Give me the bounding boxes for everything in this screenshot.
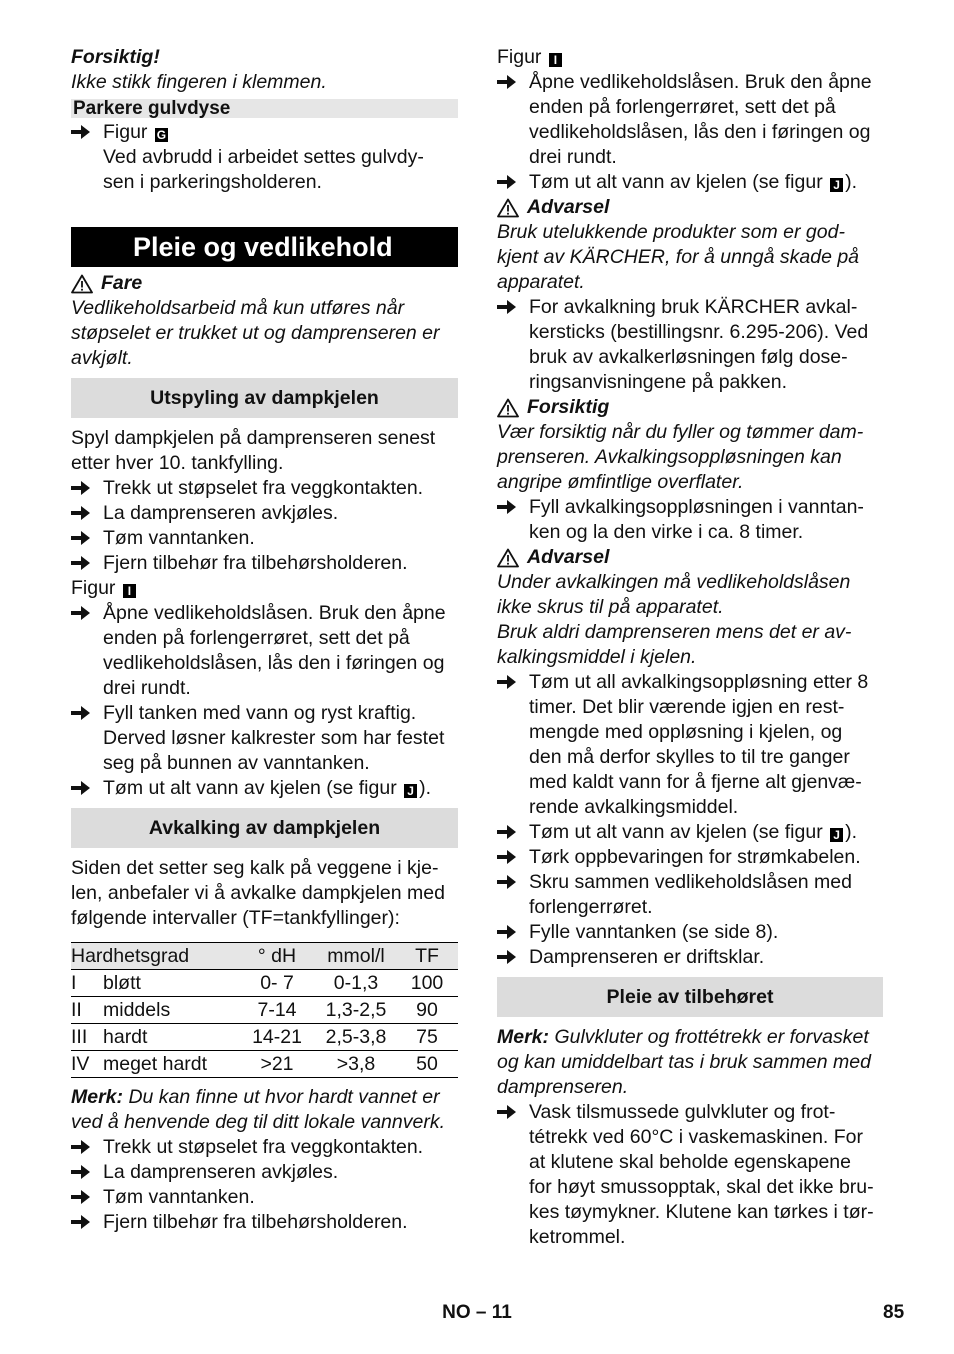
figure-i-icon: I xyxy=(123,584,136,598)
section-heading-descale: Avkalking av dampkjelen xyxy=(71,808,458,848)
caution-text: Ikke stikk fingeren i klemmen. xyxy=(71,71,327,93)
arrow-icon xyxy=(497,73,517,91)
table-row: IV meget hardt >21 >3,8 50 xyxy=(71,1051,458,1078)
list-item: Trekk ut støpselet fra veggkontakten. xyxy=(71,1135,458,1160)
arrow-icon xyxy=(71,1188,91,1206)
table-row: II middels 7-14 1,3-2,5 90 xyxy=(71,997,458,1024)
table-row: III hardt 14-21 2,5-3,8 75 xyxy=(71,1024,458,1051)
list-item: Tøm ut alt vann av kjelen (se figur J ). xyxy=(71,776,458,801)
table-header-row xyxy=(71,943,458,970)
list-item: Skru sammen vedlikeholdslåsen med forlengerrøret. xyxy=(497,870,883,920)
right-column xyxy=(497,45,883,1250)
list-item: Vask tilsmussede gulvkluter og frot- tétrekk ved 60°C i vaskemaskinen. For at klutene skal beholde egenskapene for høyt smussopptak, skal det ikke bru- kes tøymykner. Klutene kan tørkes i tør- ketrommel. xyxy=(497,1100,883,1250)
table-row: I bløtt 0- 7 0-1,3 100 xyxy=(71,970,458,997)
list-item: Tøm ut alt vann av kjelen (se figur J ). xyxy=(497,170,883,195)
footer-section-label: NO – 11 xyxy=(442,1302,512,1323)
list-item: Tøm vanntanken. xyxy=(71,1185,458,1210)
list-item: Fylle vanntanken (se side 8). xyxy=(497,920,883,945)
warning-text: Bruk utelukkende produkter som er god- kjent av KÄRCHER, for å unngå skade på apparatet. xyxy=(497,221,860,293)
danger-heading: Fare xyxy=(71,271,458,296)
main-heading: Pleie og vedlikehold xyxy=(71,227,458,267)
arrow-icon xyxy=(497,948,517,966)
list-item: Tørk oppbevaringen for strømkabelen. xyxy=(497,845,883,870)
caution-title: Forsiktig! xyxy=(71,46,160,68)
list-item: Tøm ut all avkalkingsoppløsning etter 8 timer. Det blir værende igjen en rest- mengde med oppløsning i kjelen, og den må derfor skylles to til tre ganger med kaldt vann for å fjerne alt gjenvæ- rende avkalkingsmiddel. xyxy=(497,670,883,820)
arrow-icon xyxy=(497,298,517,316)
arrow-icon xyxy=(71,604,91,622)
arrow-icon xyxy=(71,529,91,547)
flush-steps xyxy=(71,476,458,576)
figure-j-icon: J xyxy=(830,178,843,192)
arrow-icon xyxy=(71,704,91,722)
page-number: 85 xyxy=(883,1302,905,1323)
list-item: La damprenseren avkjøles. xyxy=(71,501,458,526)
column-header: ° dH xyxy=(257,945,297,967)
sub-heading-park-nozzle: Parkere gulvdyse xyxy=(71,99,458,118)
arrow-icon xyxy=(71,1138,91,1156)
list-item: Fjern tilbehør fra tilbehørsholderen. xyxy=(71,1210,458,1235)
descale-steps xyxy=(71,1135,458,1235)
list-item: Trekk ut støpselet fra veggkontakten. xyxy=(71,476,458,501)
caution-text: Vær forsiktig når du fyller og tømmer dam- prenseren. Avkalkingsoppløsningen kan angripe ømfintlige overflater. xyxy=(497,421,864,493)
arrow-icon xyxy=(71,779,91,797)
list-item: Fjern tilbehør fra tilbehørsholderen. xyxy=(71,551,458,576)
list-item: Tøm vanntanken. xyxy=(71,526,458,551)
section-heading-accessories: Pleie av tilbehøret xyxy=(497,977,883,1017)
arrow-icon xyxy=(71,554,91,572)
note-accessories: Merk: Gulvkluter og frottétrekk er forvasket og kan umiddelbart tas i bruk sammen med damprenseren. xyxy=(497,1026,871,1098)
arrow-icon xyxy=(497,173,517,191)
arrow-icon xyxy=(497,823,517,841)
left-column xyxy=(71,45,458,1235)
caution-heading: Forsiktig xyxy=(497,395,883,420)
warning-heading: Advarsel xyxy=(497,195,883,220)
column-header: TF xyxy=(415,945,439,967)
column-header: mmol/l xyxy=(327,945,385,967)
arrow-icon xyxy=(71,1163,91,1181)
flush-steps-continued xyxy=(71,601,458,801)
arrow-icon xyxy=(497,848,517,866)
warning-text: Under avkalkingen må vedlikeholdslåsen ikke skrus til på apparatet. Bruk aldri damprenseren mens det er av- kalkingsmiddel i kjelen. xyxy=(497,571,852,668)
list-item: Fyll tanken med vann og ryst kraftig. Derved løsner kalkrester som har festet seg på bunnen av vanntanken. xyxy=(71,701,458,776)
arrow-icon xyxy=(497,498,517,516)
list-item: Figur G Ved avbrudd i arbeidet settes gulvdy- sen i parkeringsholderen. xyxy=(71,120,458,195)
section-heading-flush: Utspyling av dampkjelen xyxy=(71,378,458,418)
figure-i-icon: I xyxy=(549,53,562,67)
flush-intro: Spyl dampkjelen på damprenseren senest etter hver 10. tankfylling. xyxy=(71,427,436,474)
arrow-icon xyxy=(497,873,517,891)
list-item: Tøm ut alt vann av kjelen (se figur J ). xyxy=(497,820,883,845)
column-header: Hardhetsgrad xyxy=(71,945,190,967)
warning-triangle-icon xyxy=(497,198,519,218)
figure-g-icon: G xyxy=(156,128,167,142)
arrow-icon xyxy=(71,123,91,141)
warning-triangle-icon xyxy=(497,398,519,418)
hardness-table xyxy=(71,942,458,1078)
list-item: Damprenseren er driftsklar. xyxy=(497,945,883,970)
arrow-icon xyxy=(71,1213,91,1231)
figure-j-icon: J xyxy=(404,784,417,798)
descale-intro: Siden det setter seg kalk på veggene i kje- len, anbefaler vi å avkalke dampkjelen med følgende intervaller (TF=tankfyllinger): xyxy=(71,857,445,929)
figure-reference: Figur I xyxy=(497,45,883,70)
list-item: Åpne vedlikeholdslåsen. Bruk den åpne enden på forlengerrøret, sett det på vedlikeholdslåsen, lås den i føringen og drei rundt. xyxy=(71,601,458,701)
list-item: La damprenseren avkjøles. xyxy=(71,1160,458,1185)
list-item: Åpne vedlikeholdslåsen. Bruk den åpne enden på forlengerrøret, sett det på vedlikeholdslåsen, lås den i føringen og drei rundt. xyxy=(497,70,883,170)
list-item: Fyll avkalkingsoppløsningen i vanntan- ken og la den virke i ca. 8 timer. xyxy=(497,495,883,545)
arrow-icon xyxy=(497,923,517,941)
note-water-hardness: Merk: Du kan finne ut hvor hardt vannet er ved å henvende deg til ditt lokale vannverk. xyxy=(71,1086,445,1133)
danger-text: Vedlikeholdsarbeid må kun utføres når støpselet er trukket ut og damprenseren er avkjølt. xyxy=(71,297,440,369)
arrow-icon xyxy=(71,504,91,522)
park-steps xyxy=(71,120,458,195)
figure-j-icon: J xyxy=(830,828,843,842)
arrow-icon xyxy=(71,479,91,497)
warning-heading: Advarsel xyxy=(497,545,883,570)
warning-triangle-icon xyxy=(497,548,519,568)
list-item: For avkalkning bruk KÄRCHER avkal- kersticks (bestillingsnr. 6.295-206). Ved bruk av avkalkerløsningen følg dose- ringsanvisningene på pakken. xyxy=(497,295,883,395)
arrow-icon xyxy=(497,1103,517,1121)
arrow-icon xyxy=(497,673,517,691)
figure-reference: Figur I xyxy=(71,576,458,601)
descale-steps-continued xyxy=(497,70,883,195)
warning-triangle-icon xyxy=(71,274,93,294)
